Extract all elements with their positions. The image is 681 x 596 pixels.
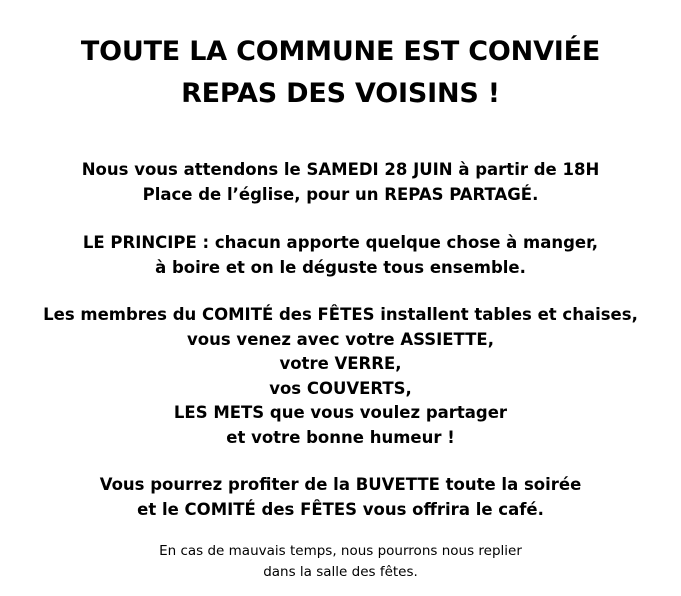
paragraph-line: et votre bonne humeur ! [226, 427, 455, 447]
weather-note [0, 541, 681, 583]
paragraph-line: LE PRINCIPE : chacun apporte quelque chose à manger, [82, 233, 599, 252]
paragraph-line: LES METS que vous voulez partager [173, 403, 508, 422]
title-line-2: REPAS DES VOISINS ! [181, 78, 500, 109]
paragraph-line: Nous vous attendons le SAMEDI 28 JUIN à partir de 18H [81, 160, 600, 179]
paragraph-buvette [0, 473, 681, 522]
paragraph-line: à boire et on le déguste tous ensemble. [155, 257, 526, 277]
paragraph-date-place [0, 158, 681, 207]
paragraph-what-to-bring [0, 303, 681, 450]
paragraph-line: Les membres du COMITÉ des FÊTES installent tables et chaises, [43, 305, 638, 324]
paragraph-line: et le COMITÉ des FÊTES vous offrira le café. [137, 499, 544, 519]
paragraph-line: vos COUVERTS, [269, 378, 412, 398]
title-line-1: TOUTE LA COMMUNE EST CONVIÉE [80, 36, 601, 67]
paragraph-line: vous venez avec votre ASSIETTE, [187, 329, 494, 349]
note-line: dans la salle des fêtes. [263, 564, 418, 580]
paragraph-line: Vous pourrez profiter de la BUVETTE toute la soirée [99, 475, 582, 494]
paragraph-principle [0, 231, 681, 280]
note-line: En cas de mauvais temps, nous pourrons nous replier [159, 543, 522, 559]
paragraph-line: Place de l’église, pour un REPAS PARTAGÉ. [142, 184, 539, 204]
paragraph-line: votre VERRE, [279, 354, 402, 373]
